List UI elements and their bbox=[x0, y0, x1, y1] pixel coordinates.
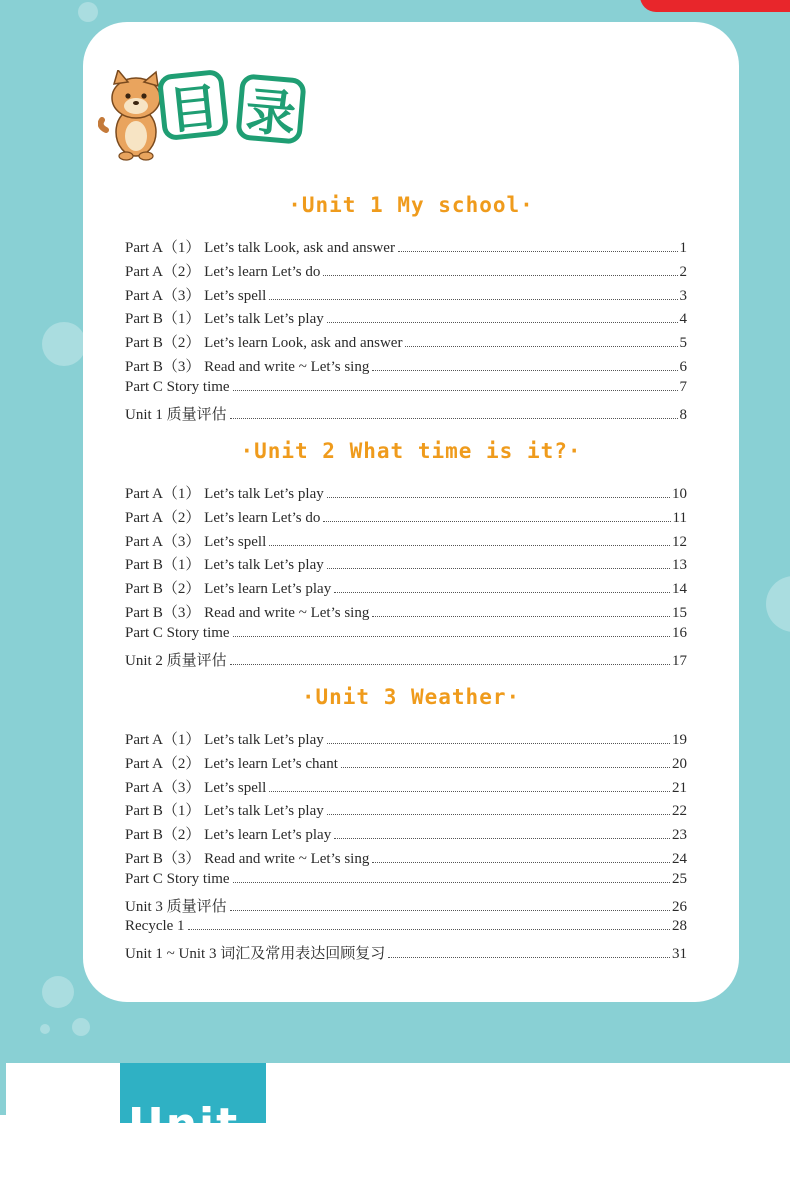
toc-row-label: Part A（3） Let’s spell bbox=[125, 533, 267, 550]
dot-leader bbox=[341, 767, 670, 768]
next-page-unit-tab bbox=[120, 1063, 266, 1201]
toc-row-page: 16 bbox=[672, 624, 687, 641]
toc-row[interactable] bbox=[125, 482, 687, 506]
toc-row-page: 20 bbox=[672, 755, 687, 772]
toc-row[interactable] bbox=[125, 577, 687, 601]
toc-row[interactable] bbox=[125, 649, 687, 673]
toc-row[interactable] bbox=[125, 307, 687, 331]
dot-leader bbox=[327, 322, 678, 323]
unit-3-heading: ·Unit 3 Weather· bbox=[301, 685, 521, 709]
toc-row-page: 19 bbox=[672, 732, 687, 748]
toc-row-page: 10 bbox=[672, 486, 687, 502]
decor-bubble bbox=[72, 1018, 90, 1036]
toc-row[interactable] bbox=[125, 823, 687, 847]
toc-row-label: Part B（1） Let’s talk Let’s play bbox=[125, 803, 324, 820]
toc-row-label: Part B（2） Let’s learn Let’s play bbox=[125, 581, 332, 598]
dot-leader bbox=[230, 910, 670, 911]
toc-row-page: 4 bbox=[679, 311, 687, 328]
toc-row-page: 15 bbox=[672, 604, 687, 621]
title-char-1: 目 bbox=[157, 69, 230, 142]
dot-leader bbox=[233, 636, 670, 637]
dot-leader bbox=[327, 568, 670, 569]
toc-row-label: Recycle 1 bbox=[125, 918, 185, 935]
toc-row-label: Part B（1） Let’s talk Let’s play bbox=[125, 311, 324, 328]
corner-tab bbox=[640, 0, 790, 12]
toc-row[interactable] bbox=[125, 379, 687, 403]
toc-row-page: 5 bbox=[679, 335, 687, 352]
dot-leader bbox=[372, 370, 677, 371]
toc-row-label: Part B（3） Read and write ~ Let’s sing bbox=[125, 358, 370, 375]
dot-leader bbox=[269, 545, 670, 546]
toc-row-label: Part C Story time bbox=[125, 870, 230, 887]
toc-row-page: 2 bbox=[679, 263, 687, 280]
dot-leader bbox=[233, 882, 670, 883]
toc-row-label: Unit 2 质量评估 bbox=[125, 652, 227, 669]
toc-row-label: Part A（3） Let’s spell bbox=[125, 287, 267, 304]
toc-row-page: 25 bbox=[672, 870, 687, 887]
toc-row[interactable] bbox=[125, 601, 687, 625]
toc-row[interactable] bbox=[125, 728, 687, 752]
dot-leader bbox=[327, 497, 670, 498]
dot-leader bbox=[334, 592, 670, 593]
toc-row[interactable] bbox=[125, 918, 687, 942]
toc-row-label: Unit 1 ~ Unit 3 词汇及常用表达回顾复习 bbox=[125, 946, 386, 963]
dot-leader bbox=[388, 957, 670, 958]
title-char-2: 录 bbox=[235, 73, 307, 145]
toc-row-label: Part A（1） Let’s talk Let’s play bbox=[125, 732, 324, 748]
unit-2-toc-list bbox=[125, 482, 687, 672]
toc-row-label: Part A（3） Let’s spell bbox=[125, 779, 267, 796]
toc-row[interactable] bbox=[125, 530, 687, 554]
next-page-unit-label: Unit 1 bbox=[128, 1099, 240, 1201]
dot-leader bbox=[334, 838, 670, 839]
toc-row-label: Part B（3） Read and write ~ Let’s sing bbox=[125, 604, 370, 621]
toc-row[interactable] bbox=[125, 284, 687, 308]
toc-row-page: 3 bbox=[679, 287, 687, 304]
dot-leader bbox=[398, 251, 678, 252]
toc-row[interactable] bbox=[125, 625, 687, 649]
toc-row-label: Part B（1） Let’s talk Let’s play bbox=[125, 557, 324, 574]
toc-row-label: Part A（2） Let’s learn Let’s do bbox=[125, 509, 321, 526]
toc-row-page: 23 bbox=[672, 827, 687, 844]
toc-row[interactable] bbox=[125, 331, 687, 355]
toc-row-page: 31 bbox=[672, 946, 687, 963]
dot-leader bbox=[269, 299, 677, 300]
toc-row-page: 17 bbox=[672, 652, 687, 669]
toc-row-label: Part B（3） Read and write ~ Let’s sing bbox=[125, 850, 370, 867]
dot-leader bbox=[233, 390, 678, 391]
toc-row-label: Unit 3 质量评估 bbox=[125, 898, 227, 915]
toc-row-page: 24 bbox=[672, 850, 687, 867]
toc-row[interactable] bbox=[125, 403, 687, 427]
toc-row[interactable] bbox=[125, 799, 687, 823]
toc-row[interactable] bbox=[125, 355, 687, 379]
unit-1-heading: ·Unit 1 My school· bbox=[288, 193, 534, 217]
dot-leader bbox=[327, 743, 670, 744]
toc-row-label: Part A（2） Let’s learn Let’s do bbox=[125, 263, 321, 280]
toc-row-label: Part B（2） Let’s learn Let’s play bbox=[125, 827, 332, 844]
toc-row-label: Part C Story time bbox=[125, 378, 230, 395]
dot-leader bbox=[323, 275, 677, 276]
toc-row[interactable] bbox=[125, 871, 687, 895]
dot-leader bbox=[230, 664, 670, 665]
dot-leader bbox=[327, 814, 670, 815]
dot-leader bbox=[405, 346, 677, 347]
toc-row-page: 28 bbox=[672, 918, 687, 935]
unit-2-heading: ·Unit 2 What time is it?· bbox=[240, 439, 582, 463]
toc-row-page: 6 bbox=[679, 358, 687, 375]
decor-bubble bbox=[42, 322, 86, 366]
toc-row[interactable] bbox=[125, 942, 687, 966]
dot-leader bbox=[323, 521, 670, 522]
toc-row[interactable] bbox=[125, 752, 687, 776]
toc-row[interactable] bbox=[125, 553, 687, 577]
toc-row-page: 7 bbox=[679, 378, 687, 395]
toc-row[interactable] bbox=[125, 847, 687, 871]
next-page-edge bbox=[0, 1063, 6, 1115]
toc-row[interactable] bbox=[125, 895, 687, 919]
toc-row-page: 21 bbox=[672, 779, 687, 796]
decor-bubble bbox=[78, 2, 98, 22]
toc-row-page: 26 bbox=[672, 898, 687, 915]
toc-row-page: 22 bbox=[672, 803, 687, 820]
toc-row-label: Part C Story time bbox=[125, 624, 230, 641]
toc-row-page: 14 bbox=[672, 581, 687, 598]
decor-bubble bbox=[42, 976, 74, 1008]
dot-leader bbox=[269, 791, 670, 792]
toc-row-label: Part A（1） Let’s talk Let’s play bbox=[125, 486, 324, 502]
toc-row[interactable] bbox=[125, 506, 687, 530]
decor-bubble bbox=[40, 1024, 50, 1034]
toc-row-label: Part B（2） Let’s learn Look, ask and answer bbox=[125, 335, 403, 352]
dot-leader bbox=[188, 929, 670, 930]
toc-row-page: 13 bbox=[672, 557, 687, 574]
dot-leader bbox=[230, 418, 678, 419]
toc-row-page: 11 bbox=[672, 509, 687, 526]
dot-leader bbox=[372, 616, 670, 617]
dot-leader bbox=[372, 862, 670, 863]
toc-row[interactable] bbox=[125, 260, 687, 284]
toc-row[interactable] bbox=[125, 776, 687, 800]
toc-row-page: 12 bbox=[672, 533, 687, 550]
toc-row-page: 8 bbox=[679, 406, 687, 423]
toc-row-label: Unit 1 质量评估 bbox=[125, 406, 227, 423]
unit-1-toc-list bbox=[125, 236, 687, 426]
toc-row-page: 1 bbox=[679, 240, 687, 256]
toc-row-label: Part A（1） Let’s talk Look, ask and answer bbox=[125, 240, 395, 256]
toc-row[interactable] bbox=[125, 236, 687, 260]
toc-row-label: Part A（2） Let’s learn Let’s chant bbox=[125, 755, 338, 772]
unit-3-toc-list bbox=[125, 728, 687, 966]
